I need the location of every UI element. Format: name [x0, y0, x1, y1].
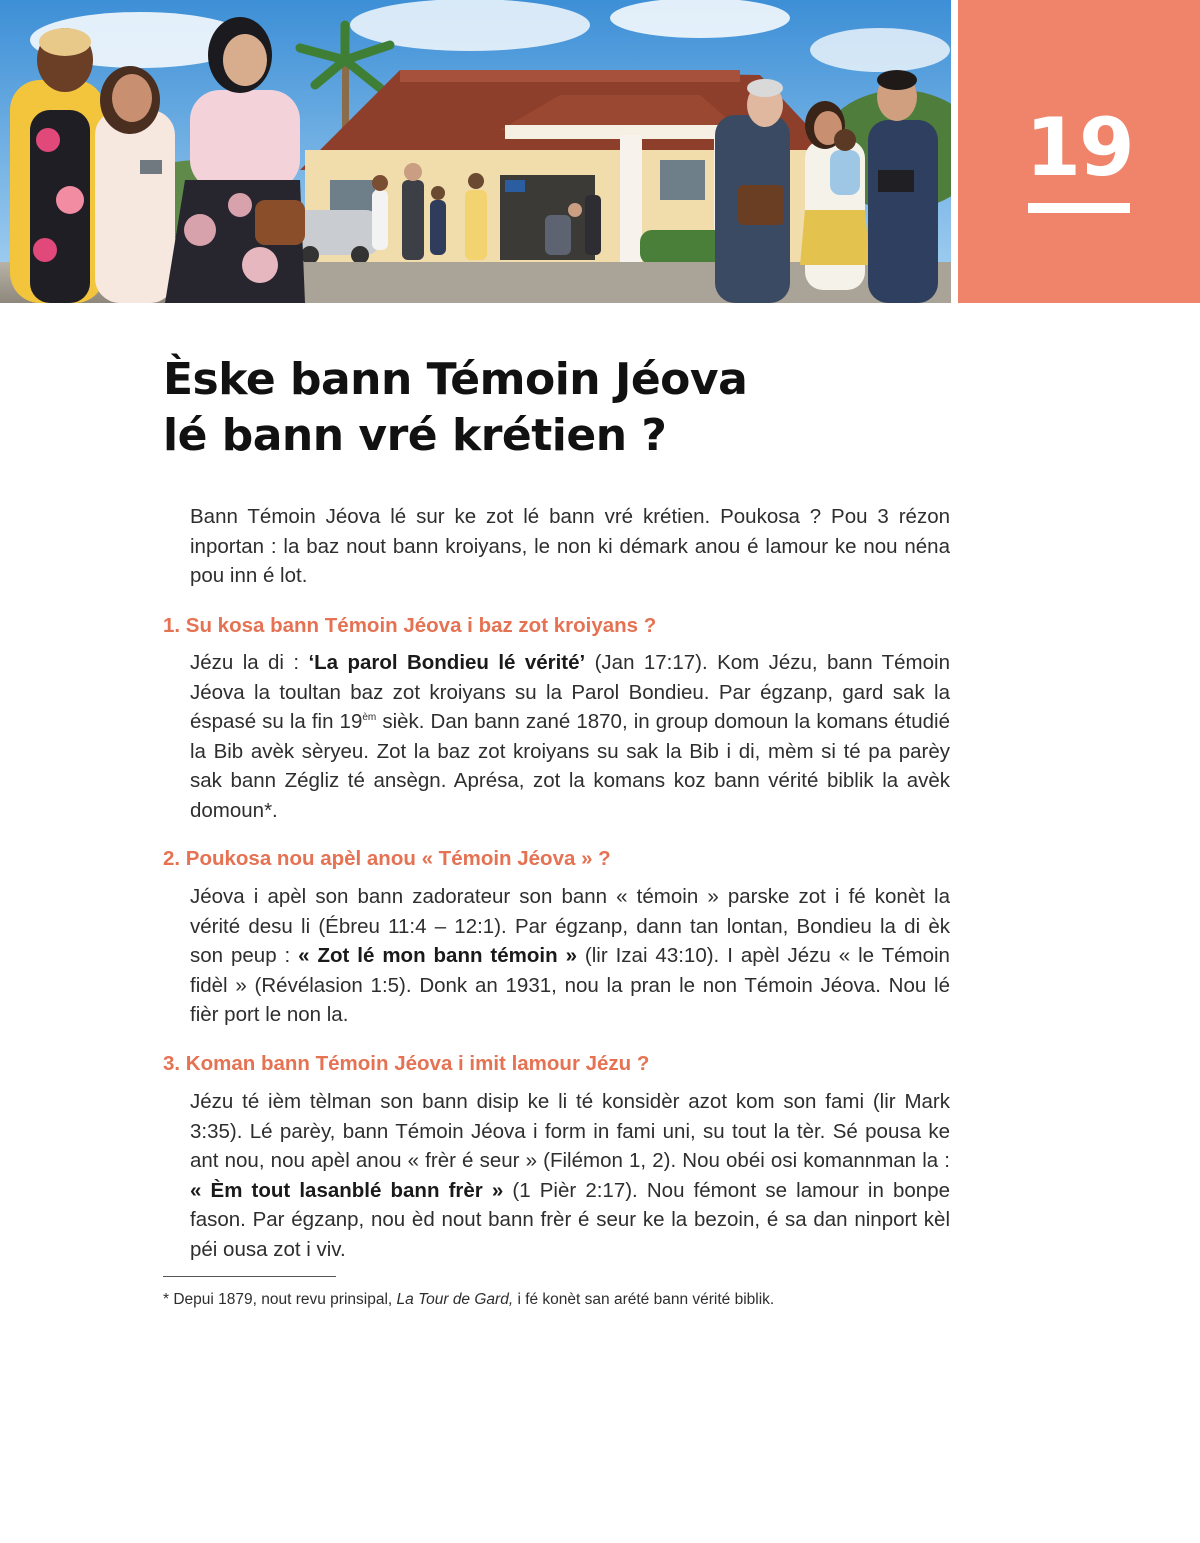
answer-2-bold-quote: « Zot lé mon bann témoin » [298, 944, 577, 967]
answer-paragraph-3 [190, 1087, 950, 1264]
answer-paragraph-1 [190, 648, 950, 825]
footnote-publication-title: La Tour de Gard, [396, 1291, 514, 1308]
page-title [163, 352, 747, 464]
footnote-divider [163, 1276, 336, 1277]
answer-1-text-before: Jézu la di : [190, 651, 309, 674]
answer-3-text-before: Jézu té ièm tèlman son bann disip ke li té konsidèr azot kom son fami (lir Mark 3:35). Lé parèy, bann Témoin Jéova i form in fami uni, su tout la tèr. Sé pousa ke ant nou, nou apèl anou « frèr é seur » (Filémon 1, 2). Nou obéi osi komannman la : [190, 1090, 950, 1172]
answer-3-text-after: (1 Pièr 2:17). Nou fémont se lamour in bonpe fason. Par égzanp, nou èd nout bann frèr é seur ke la bezoin, é sa dan ninport kèl péi ousa zot i viv. [190, 1178, 951, 1261]
answer-1-text-mid: (Jan 17:17). Kom Jézu, bann Témoin Jéova la toultan baz zot kroiyans su la Parol Bondieu. Par égzanp, gard sak la éspasé su la fin 19 [190, 651, 950, 733]
answer-3-bold-quote: « Èm tout lasanblé bann frèr » [190, 1178, 504, 1202]
question-2: 2. Poukosa nou apèl anou « Témoin Jéova » ? [163, 847, 611, 870]
answer-2-text-after: (lir Izai 43:10). I apèl Jézu « le Témoin fidèl » (Révélasion 1:5). Donk an 1931, nou la pran le non Témoin Jéova. Nou lé fièr port le non la. [190, 944, 950, 1026]
intro-paragraph: Bann Témoin Jéova lé sur ke zot lé bann vré krétien. Poukosa ? Pou 3 rézon inportan : la baz nout bann kroiyans, le non ki démark anou é lamour ke nou néna pou inn é lot. [190, 505, 950, 587]
answer-1-superscript: èm [362, 712, 377, 724]
hero-photo [0, 0, 951, 303]
lesson-number-underline [1028, 203, 1130, 213]
page-title-line-1: Èske bann Témoin Jéova [163, 354, 748, 405]
question-3: 3. Koman bann Témoin Jéova i imit lamour Jézu ? [163, 1052, 650, 1075]
page-title-line-2: lé bann vré krétien ? [163, 410, 667, 461]
question-1: 1. Su kosa bann Témoin Jéova i baz zot kroiyans ? [163, 614, 657, 637]
answer-1-bold-quote: ‘La parol Bondieu lé vérité’ [308, 651, 586, 674]
lesson-number: 19 [1025, 101, 1133, 194]
answer-2-text-before: Jéova i apèl son bann zadorateur son bann « témoin » parske zot i fé konèt la vérité desu li (Ébreu 11:4 – 12:1). Par égzanp, dann tan lontan, Bondieu la di èk son peup : [190, 885, 950, 967]
answer-1-text-after: sièk. Dan bann zané 1870, in group domoun la komans étudié la Bib avèk sèryeu. Zot la baz zot kroiyans su sak la Bib i di, mèm si té pa parèy sak bann Zégliz té ansègn. Aprésa, zot la komans koz bann vérité biblik la avèk domoun*. [190, 710, 951, 822]
footnote-text-before: * Depui 1879, nout revu prinsipal, [163, 1291, 397, 1308]
lesson-number-block [958, 0, 1200, 303]
footnote-text-after: i fé konèt san arété bann vérité biblik. [513, 1291, 775, 1308]
footnote [163, 1289, 774, 1311]
answer-paragraph-2 [190, 882, 950, 1030]
